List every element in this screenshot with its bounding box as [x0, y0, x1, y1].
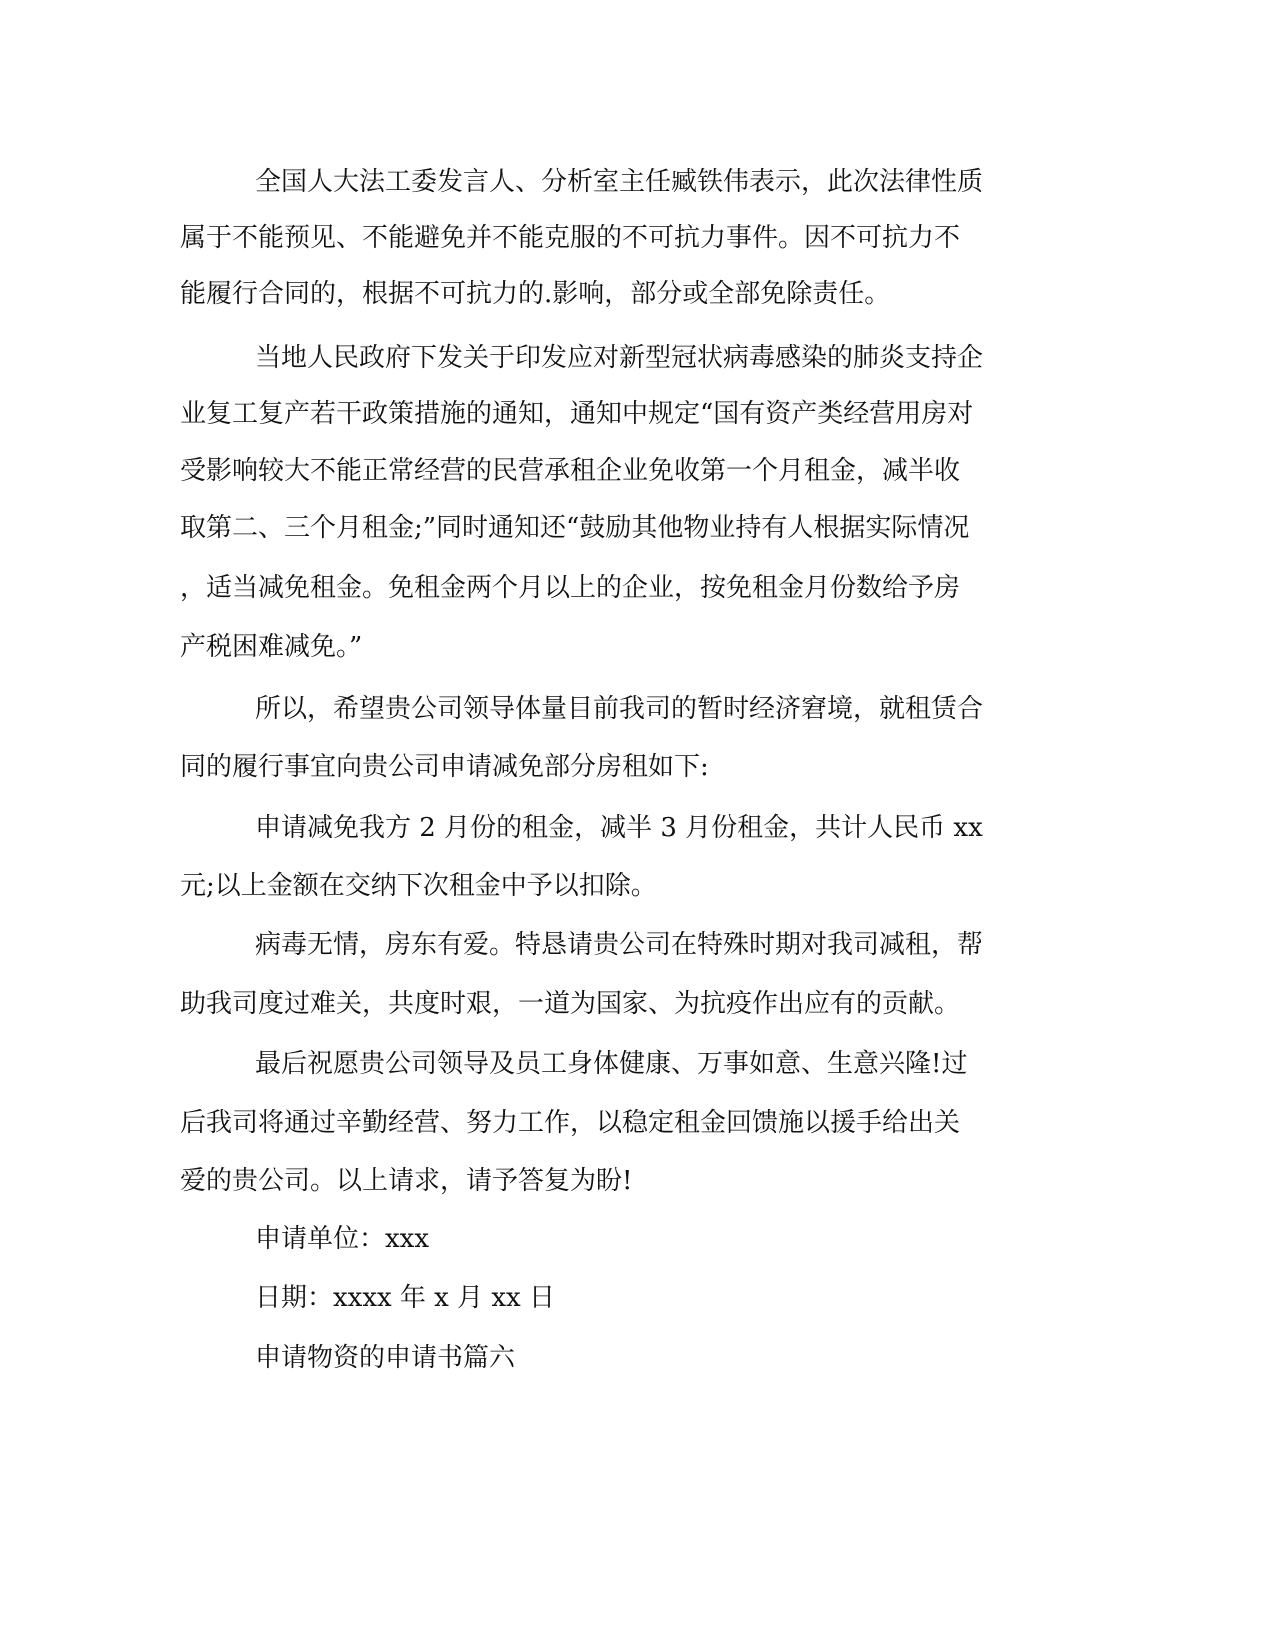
- paragraph-line: 受影响较大不能正常经营的民营承租企业免收第一个月租金，减半收: [180, 456, 961, 486]
- paragraph-line: 后我司将通过辛勤经营、努力工作，以稳定租金回馈施以援手给出关: [180, 1108, 961, 1138]
- paragraph-line: ，适当减免租金。免租金两个月以上的企业，按免租金月份数给予房: [180, 573, 961, 603]
- paragraph-line: 元;以上金额在交纳下次租金中予以扣除。: [180, 871, 657, 901]
- paragraph-line: 爱的贵公司。以上请求，请予答复为盼!: [180, 1166, 633, 1196]
- paragraph-line: 产税困难减免。”: [180, 632, 363, 662]
- paragraph-line: 所以，希望贵公司领导体量目前我司的暂时经济窘境，就租赁合: [255, 694, 984, 724]
- paragraph-line: 取第二、三个月租金;”同时通知还“鼓励其他物业持有人根据实际情况: [180, 513, 970, 543]
- paragraph-line: 同的履行事宜向贵公司申请减免部分房租如下:: [180, 752, 709, 782]
- paragraph-line: 属于不能预见、不能避免并不能克服的不可抗力事件。因不可抗力不: [180, 223, 961, 253]
- paragraph-line: 能履行合同的，根据不可抗力的.影响，部分或全部免除责任。: [180, 279, 891, 309]
- paragraph-line: 申请减免我方 2 月份的租金，减半 3 月份租金，共计人民币 xx: [255, 813, 983, 843]
- date-line: 日期：xxxx 年 x 月 xx 日: [255, 1283, 555, 1313]
- section-heading: 申请物资的申请书篇六: [255, 1343, 516, 1373]
- paragraph-line: 全国人大法工委发言人、分析室主任臧铁伟表示，此次法律性质: [255, 167, 984, 197]
- paragraph-line: 病毒无情，房东有爱。特恳请贵公司在特殊时期对我司减租，帮: [255, 930, 984, 960]
- applicant-line: 申请单位：xxx: [255, 1224, 429, 1254]
- paragraph-line: 最后祝愿贵公司领导及员工身体健康、万事如意、生意兴隆!过: [255, 1049, 968, 1079]
- paragraph-line: 助我司度过难关，共度时艰，一道为国家、为抗疫作出应有的贡献。: [180, 989, 961, 1019]
- paragraph-line: 当地人民政府下发关于印发应对新型冠状病毒感染的肺炎支持企: [255, 343, 984, 373]
- paragraph-line: 业复工复产若干政策措施的通知，通知中规定“国有资产类经营用房对: [180, 399, 974, 429]
